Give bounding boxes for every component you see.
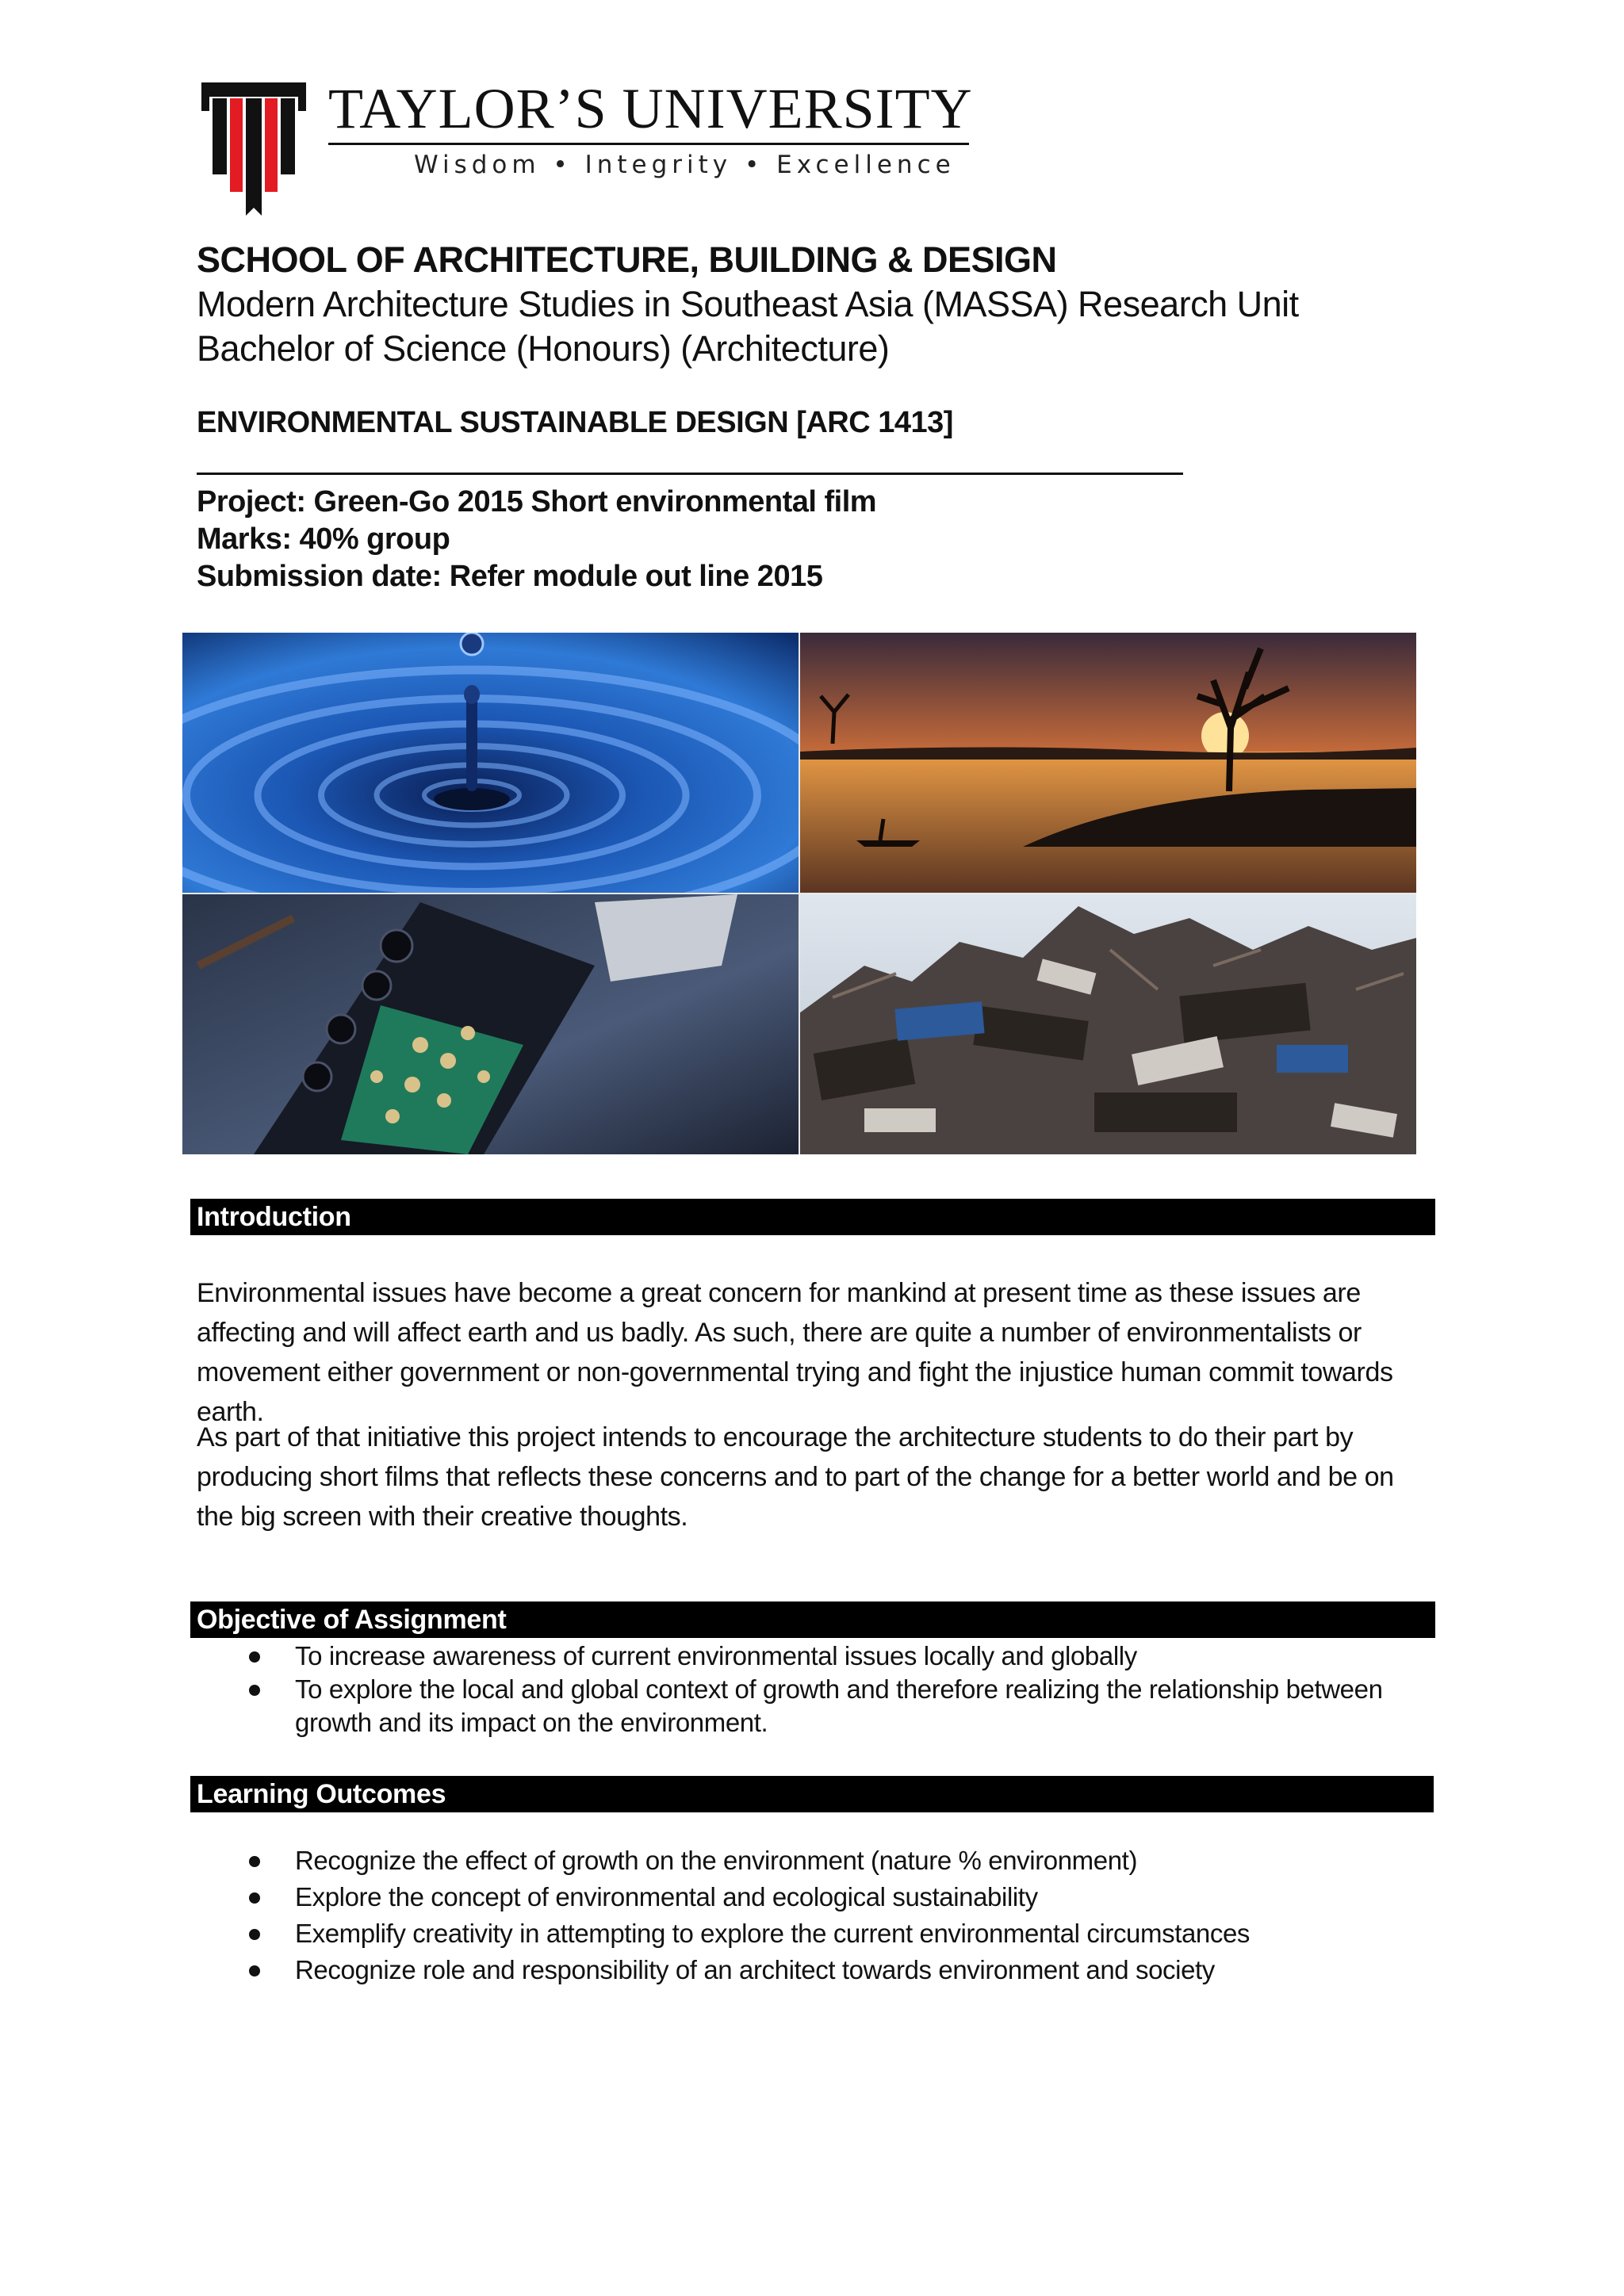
university-motto: Wisdom • Integrity • Excellence [414,151,956,179]
logo-underline [328,143,969,145]
scrap-yard-image [799,894,1416,1154]
degree-title: Bachelor of Science (Honours) (Architecture) [197,328,890,369]
objective-text: To explore the local and global context of growth and therefore realizing the relationship between growth and its impact on the environment. [295,1674,1383,1737]
discarded-phone-image [182,894,799,1154]
header-divider [197,473,1183,475]
water-drop-image [182,633,837,920]
list-item [238,1879,1443,1915]
introduction-heading: Introduction [190,1199,1435,1235]
submission-line: Submission date: Refer module out line 2015 [197,560,823,593]
introduction-paragraph: Environmental issues have become a great concern for mankind at present time as these issues are affecting and will affect earth and us badly. As such, there are quite a number of environmentalists or movement either government or non-governmental trying and fight the injustice human commit towards earth. [197,1278,1393,1427]
learning-outcomes-heading: Learning Outcomes [190,1776,1434,1812]
bullet-icon [249,1856,260,1867]
environment-image-collage [182,633,1416,1154]
bullet-icon [249,1685,260,1696]
outcome-text: Exemplify creativity in attempting to explore the current environmental circumstances [295,1919,1251,1948]
marks-line: Marks: 40% group [197,522,450,556]
outcome-text: Recognize the effect of growth on the environment (nature % environment) [295,1846,1138,1875]
list-item [238,1640,1443,1673]
objective-text: To increase awareness of current environmental issues locally and globally [295,1641,1137,1670]
taylors-shield-logo-icon [201,82,306,216]
bullet-icon [249,1892,260,1904]
school-title: SCHOOL OF ARCHITECTURE, BUILDING & DESIGN [197,239,1057,280]
list-item [238,1915,1443,1952]
bullet-icon [249,1965,260,1976]
outcome-text: Explore the concept of environmental and ecological sustainability [295,1882,1038,1911]
project-line: Project: Green-Go 2015 Short environmental film [197,485,877,519]
research-unit: Modern Architecture Studies in Southeast Asia (MASSA) Research Unit [197,284,1299,324]
list-item [238,1843,1443,1879]
objective-heading: Objective of Assignment [190,1601,1435,1638]
list-item [238,1952,1443,1988]
objectives-list [238,1640,1443,1739]
learning-outcomes-list [238,1843,1443,1988]
bullet-icon [249,1651,260,1663]
list-item [238,1673,1443,1739]
introduction-paragraph: As part of that initiative this project intends to encourage the architecture students to do their part by producing short films that reflects these concerns and to part of the change for a better world and be on the big screen with their creative thoughts. [197,1422,1394,1532]
university-name: TAYLOR’S UNIVERSITY [328,77,973,140]
course-title: ENVIRONMENTAL SUSTAINABLE DESIGN [ARC 1413] [197,406,953,439]
outcome-text: Recognize role and responsibility of an architect towards environment and society [295,1955,1215,1984]
bullet-icon [249,1929,260,1940]
sunset-lake-image [799,633,1416,893]
